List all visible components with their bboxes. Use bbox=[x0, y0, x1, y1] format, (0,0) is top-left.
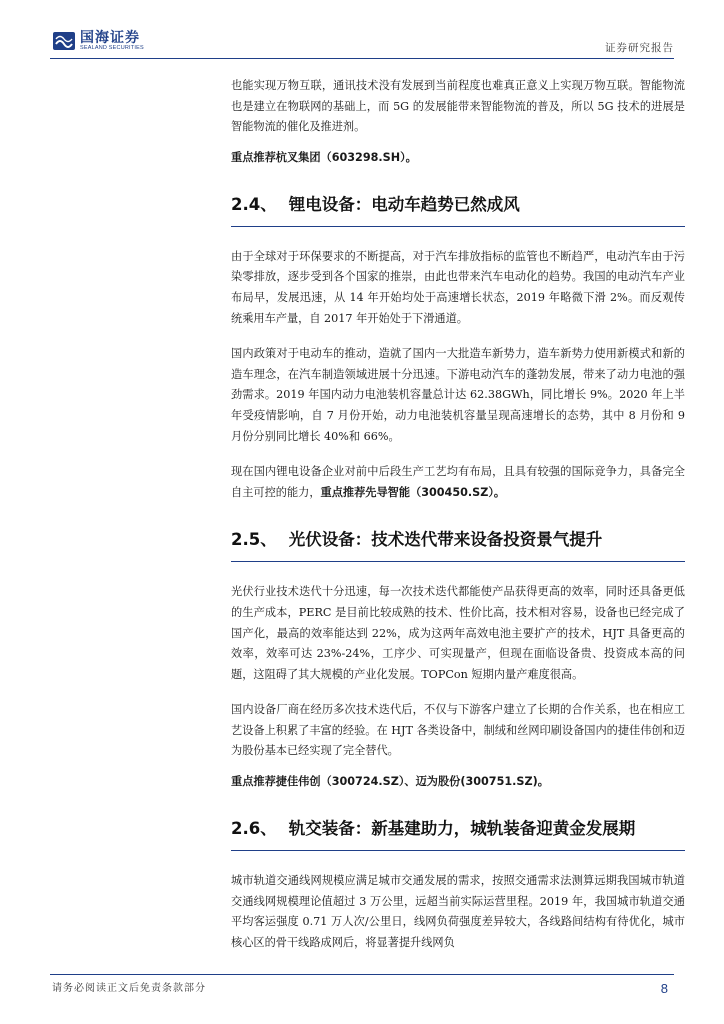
s25-paragraph-1: 光伏行业技术迭代十分迅速，每一次技术迭代都能使产品获得更高的效率，同时还具备更低的生产成本，PERC 是目前比较成熟的技术、性价比高，技术相对容易，设备也已经完成了国产化，最高的效率能达到 22%，成为这两年高效电池主要扩产的技术，HJT 具备更高的效率，效率可达 23%-24%，工序少、可实现量产，但现在面临设备贵、投资成本高的问题，这阻碍了其大规模的产业化发展。TOPCon 短期内量产难度很高。 bbox=[231, 585, 685, 681]
report-type-label: 证券研究报告 bbox=[605, 42, 674, 54]
section-number: 2.5、 bbox=[231, 530, 277, 550]
s24-paragraph-3-text: 现在国内锂电设备企业对前中后段生产工艺均有布局，且具有较强的国际竞争力，具备完全自主可控的能力， bbox=[231, 465, 685, 499]
footer-divider bbox=[50, 974, 674, 975]
page-number: 8 bbox=[660, 981, 668, 996]
section-title: 轨交装备：新基建助力，城轨装备迎黄金发展期 bbox=[288, 819, 636, 839]
sealand-logo bbox=[52, 30, 144, 52]
logo-en-text: SEALAND SECURITIES bbox=[80, 44, 144, 51]
sealand-logo-icon bbox=[52, 30, 76, 52]
section-divider bbox=[231, 226, 685, 227]
section-title: 光伏设备：技术迭代带来设备投资景气提升 bbox=[288, 530, 603, 550]
section-title: 锂电设备：电动车趋势已然成风 bbox=[288, 194, 520, 214]
main-content bbox=[231, 76, 685, 953]
s25-recommendation: 重点推荐捷佳伟创（300724.SZ）、迈为股份(300751.SZ)。 bbox=[231, 775, 549, 789]
footer-disclaimer: 请务必阅读正文后免责条款部分 bbox=[52, 983, 206, 994]
page-header bbox=[0, 0, 724, 60]
section-divider bbox=[231, 561, 685, 562]
s25-paragraph-2: 国内设备厂商在经历多次技术迭代后，不仅与下游客户建立了长期的合作关系，也在相应工艺设备上积累了丰富的经验。在 HJT 各类设备中，制绒和丝网印刷设备国内的捷佳伟创和迈为股份基本已经实现了完全替代。 bbox=[231, 703, 685, 758]
s26-paragraph-1: 城市轨道交通线网规模应满足城市交通发展的需求，按照交通需求法测算远期我国城市轨道交通线网规模理论值超过 3 万公里，远超当前实际运营里程。2019 年，我国城市轨道交通平均客运强度 0.71 万人次/公里日，线网负荷强度差异较大，各线路间结构有待优化，城市核心区的骨干线路成网后，将显著提升线网负 bbox=[231, 874, 685, 949]
section-2-6-heading bbox=[231, 792, 685, 871]
section-2-4-heading bbox=[231, 168, 685, 247]
intro-recommendation: 重点推荐杭叉集团（603298.SH）。 bbox=[231, 150, 417, 164]
intro-paragraph: 也能实现万物互联，通讯技术没有发展到当前程度也难真正意义上实现万物互联。智能物流也是建立在物联网的基础上，而 5G 的发展能带来智能物流的普及，所以 5G 技术的进展是智能物流的催化及推进剂。 bbox=[231, 79, 685, 134]
s24-paragraph-3 bbox=[231, 462, 685, 503]
section-number: 2.6、 bbox=[231, 819, 277, 839]
s24-recommendation: 重点推荐先导智能（300450.SZ）。 bbox=[320, 485, 506, 499]
s24-paragraph-2: 国内政策对于电动车的推动，造就了国内一大批造车新势力，造车新势力使用新模式和新的造车理念，在汽车制造领域进展十分迅速。下游电动汽车的蓬勃发展，带来了动力电池的强劲需求。2019 年国内动力电池装机容量总计达 62.38GWh，同比增长 9%。2020 年上半年受疫情影响，自 7 月份开始，动力电池装机容量呈现高速增长的态势，其中 8 月份和 9 月份分别同比增长 40%和 66%。 bbox=[231, 347, 685, 443]
section-2-5-heading bbox=[231, 503, 685, 582]
section-divider bbox=[231, 850, 685, 851]
section-number: 2.4、 bbox=[231, 194, 277, 214]
logo-cn-text: 国海证券 bbox=[80, 29, 140, 46]
s24-paragraph-1: 由于全球对于环保要求的不断提高，对于汽车排放指标的监管也不断趋严，电动汽车由于污染零排放，逐步受到各个国家的推崇，由此也带来汽车电动化的趋势。我国的电动汽车产业布局早，发展迅速，从 14 年开始均处于高速增长状态，2019 年略微下滑 2%。而反观传统乘用车产量，自 2017 年开始处于下滑通道。 bbox=[231, 249, 685, 325]
header-divider bbox=[50, 58, 674, 59]
